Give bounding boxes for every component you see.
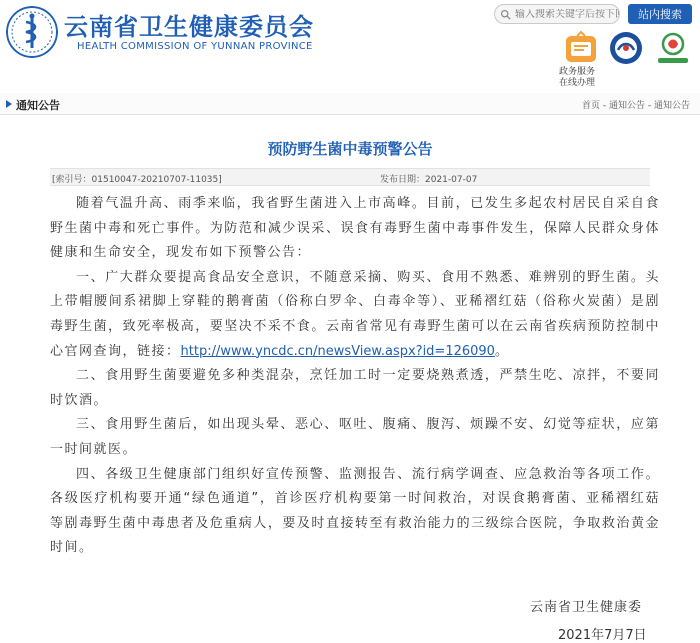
cdc-link[interactable]: http://www.yncdc.cn/newsView.aspx?id=126090	[180, 343, 495, 359]
breadcrumb-notices[interactable]: 通知公告	[608, 101, 645, 111]
publish-date: 发布日期：2021-07-07	[380, 175, 478, 185]
breadcrumb: 首页 - 通知公告 - 通知公告	[581, 101, 690, 111]
article-title: 预防野生菌中毒预警公告	[267, 140, 433, 158]
cdc-emblem-icon[interactable]	[608, 30, 644, 66]
section-title: 通知公告	[16, 99, 60, 112]
site-title[interactable]: 云南省卫生健康委员会	[64, 13, 314, 41]
section-bar	[0, 93, 700, 115]
search-icon	[500, 8, 511, 21]
breadcrumb-current[interactable]: 通知公告	[653, 101, 690, 111]
paragraph-4: 四、各级卫生健康部门组织好宣传预警、监测报告、流行病学调查、应急救治等各项工作。各级医疗机构要开通“绿色通道”，首诊医疗机构要第一时间救治，对误食鹅膏菌、亚稀褶红菇等剧毒野生菌中毒患者及危重病人，要及时直接转至有救治能力的三级综合医院，争取救治黄金时间。	[50, 466, 660, 556]
yunnan-tcm-icon[interactable]	[654, 30, 692, 66]
paragraph-intro: 随着气温升高、雨季来临，我省野生菌进入上市高峰。目前，已发生多起农村居民自采自食野生菌中毒和死亡事件。为防范和减少误采、误食有毒野生菌中毒事件发生，保障人民群众身体健康和生命安全，现发布如下预警公告：	[50, 196, 660, 261]
government-service-label[interactable]: 政务服务 在线办理	[558, 67, 595, 88]
government-service-icon[interactable]	[563, 30, 599, 66]
arrow-right-icon	[6, 100, 12, 108]
breadcrumb-home[interactable]: 首页	[581, 101, 600, 111]
paragraph-1: 一、广大群众要提高食品安全意识，不随意采摘、购买、食用不熟悉、难辨别的野生菌。头上带帽腰间系裙脚上穿鞋的鹅膏菌（俗称白罗伞、白毒伞等）、亚稀褶红菇（俗称火炭菌）是剧毒野生菌，致死率极高，要坚决不采不食。云南省常见有毒野生菌可以在云南省疾病预防控制中心官网查询，链接：http://www.yncdc.cn/newsView.aspx?id=126090。	[50, 269, 660, 359]
article-content	[50, 192, 660, 561]
index-number: [索引号：01510047-20210707-11035]	[52, 175, 222, 185]
site-subtitle: HEALTH COMMISSION OF YUNNAN PROVINCE	[77, 41, 313, 52]
search-input[interactable]	[515, 9, 619, 20]
signature-org: 云南省卫生健康委	[530, 600, 643, 615]
paragraph-2: 二、食用野生菌要避免多种类混杂，烹饪加工时一定要烧熟煮透，严禁生吃、凉拌，不要同时饮酒。	[50, 368, 660, 408]
paragraph-3: 三、食用野生菌后，如出现头晕、恶心、呕吐、腹痛、腹泻、烦躁不安、幻觉等症状，应第一时间就医。	[50, 417, 660, 457]
search-button[interactable]: 站内搜索	[628, 4, 692, 24]
site-header	[0, 0, 700, 88]
search-box	[494, 4, 620, 24]
article-meta	[50, 168, 650, 186]
signature-date: 2021年7月7日	[558, 628, 647, 643]
commission-emblem-icon[interactable]	[6, 6, 58, 58]
